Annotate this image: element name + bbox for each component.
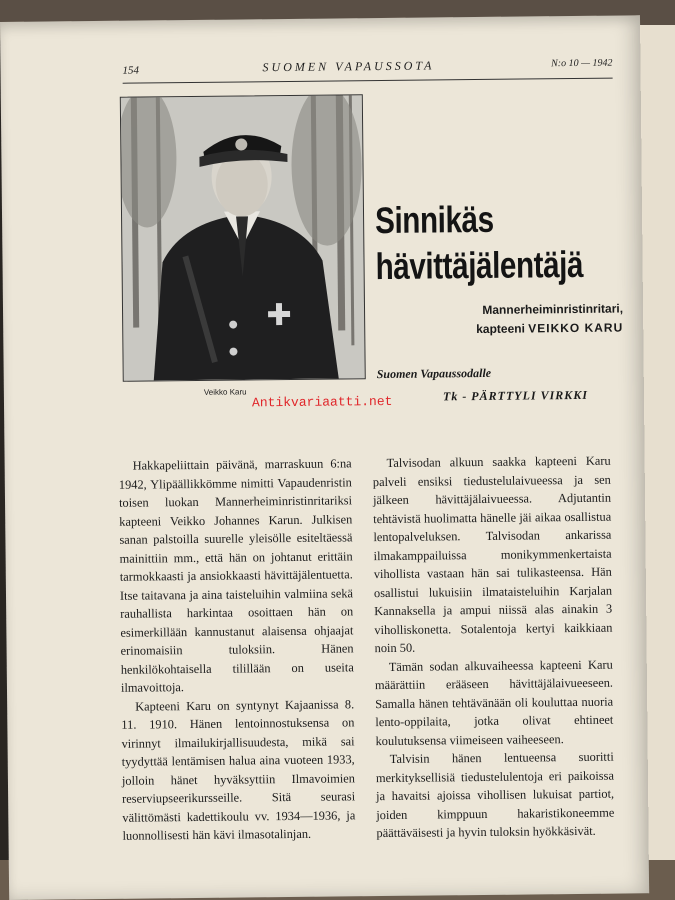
paragraph: Talvisin hänen lentueensa suoritti merkityksellisiä tiedustelulentoja eri paikoissa ja havaitsi ajoissa vihollisen lukuisat partiot, joiden kimppuun hakaristikoneemme päättäväisesti ja hyvin tuloksin hyökkäsivät. (375, 749, 615, 841)
title-line-1: Sinnikäs (374, 198, 494, 242)
title-line-2: hävittäjälentäjä (375, 243, 584, 288)
subtitle-rank: kapteeni (476, 321, 525, 337)
article-subtitle (423, 299, 623, 339)
paragraph: Hakkapeliittain päivänä, marraskuun 6:na 1942, Ylipäällikkömme nimitti Vapaudenristin toisen luokan Mannerheiminristinritariksi kapteeni Veikko Johannes Karun. Julkisen sanan palstoilla suurelle yleisölle esiteltäessä mainittiin mm., että hän on johtanut erittäin tarmokkaasti ja ansiokkaasti hävittäjälentuetta. Itse taitavana ja aina taisteluihin valmiina sekä rauhallista harkintaa osoittaen hän on esimerkillään kannustanut alaisensa ohjaajat erinomaisiin tuloksiin. Hänen henkilökohtaisella tilillään on useita ilmavoittoja. (118, 456, 354, 695)
subtitle-line-1: Mannerheiminristinritari, (482, 301, 624, 317)
byline-author: Tk - PÄRTTYLI VIRKKI (442, 387, 589, 404)
paragraph: Kapteeni Karu on syntynyt Kajaanissa 8. 11. 1910. Hänen lentoinnostuksensa on virinnyt ilmailukirjallisuudesta, mikä sai tyydyttää lentämisen halua aina vuoteen 1933, jolloin hänet hyväksyttiin Ilmavoimien reserviupseerikursseille. Sitä seurasi välittömästi kadettikoulu vv. 1934—1936, ja luonnollisesti hän kävi ilmasotalinjan. (121, 696, 356, 843)
watermark-text: Antikvariaatti.net (251, 393, 393, 411)
subtitle-name: VEIKKO KARU (528, 320, 624, 336)
body-column-right (373, 452, 615, 843)
header-rule (123, 78, 613, 84)
byline-line-1: Suomen Vapaussodalle (376, 365, 492, 382)
page-number: 154 (122, 64, 140, 77)
photo-caption: Veikko Karu (203, 387, 247, 397)
article-byline (377, 361, 607, 409)
paragraph: Talvisodan alkuun saakka kapteeni Karu palveli ensiksi tiedustelulaivueessa ja sen jälkeen hävittäjälaivueessa. Adjutantin tehtävistä huolimatta hänelle jäi aikaa osallistua lentopalveluksen. Talvisodan ankarissa ilmakamppailuissa monikymmenkertaista vihollista vastaan hän sai tulikasteensa. Hän osallistui lukuisiin ilmataisteluihin Karjalan Kannaksella ja ampui niissä alas ainakin 3 viholliskonetta. Sotalentoja kertyi kaikkiaan noin 50. (372, 453, 613, 656)
portrait-photo (120, 94, 366, 382)
magazine-page (0, 15, 649, 900)
issue-number: N:o 10 — 1942 (551, 57, 613, 70)
magazine-title: SUOMEN VAPAUSSOTA (262, 58, 435, 75)
article-title (374, 196, 584, 290)
subtitle-line-2 (423, 318, 623, 339)
page-header (122, 54, 612, 85)
body-column-left (119, 454, 356, 845)
paragraph: Tämän sodan alkuvaiheessa kapteeni Karu määrättiin erääseen hävittäjälaivueeseen. Samalla hänen tehtävänään oli kouluttaa nuoria lento-oppilaita, jotka olivat ehtineet koulutuksensa viimeiseen vaiheeseen. (374, 657, 614, 748)
